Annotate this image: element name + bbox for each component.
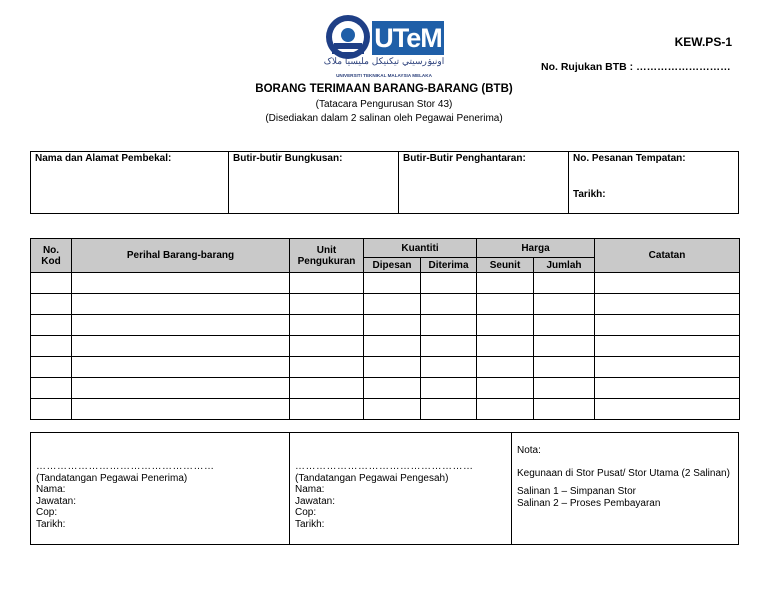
qty-ordered-cell[interactable] [364,357,421,378]
qty-ordered-cell[interactable] [364,273,421,294]
reference-number: No. Rujukan BTB : ……………………… [541,61,731,73]
table-row [31,273,740,294]
table-row [31,336,740,357]
form-title: BORANG TERIMAAN BARANG-BARANG (BTB) [255,83,513,95]
unit-cell[interactable] [290,357,364,378]
qty-received-cell[interactable] [421,315,477,336]
package-label: Butir-butir Bungkusan: [233,153,343,164]
code-cell[interactable] [31,336,72,357]
price-group-header: Harga [477,239,595,258]
qty-ordered-header: Dipesan [364,258,421,273]
approver-signature-block[interactable] [289,433,511,544]
qty-received-cell[interactable] [421,336,477,357]
price-unit-cell[interactable] [477,378,534,399]
receiver-stamp-label: Cop: [36,507,58,518]
price-unit-cell[interactable] [477,357,534,378]
price-total-cell[interactable] [534,315,595,336]
unit-cell[interactable] [290,399,364,420]
supplier-label: Nama dan Alamat Pembekal: [35,153,172,164]
form-subtitle-copies: (Disediakan dalam 2 salinan oleh Pegawai Penerima) [265,113,503,124]
receiver-name-label: Nama: [36,484,66,495]
table-row [31,315,740,336]
note-copy-1: Salinan 1 – Simpanan Stor [517,486,636,497]
col-code-header: No. Kod [31,239,72,273]
table-row [31,294,740,315]
price-total-cell[interactable] [534,399,595,420]
date-label: Tarikh: [573,189,606,200]
description-cell[interactable] [72,378,290,399]
price-unit-cell[interactable] [477,273,534,294]
notes-cell[interactable] [595,357,740,378]
supplier-field[interactable] [31,152,228,213]
notes-cell[interactable] [595,273,740,294]
notes-cell[interactable] [595,399,740,420]
unit-cell[interactable] [290,336,364,357]
unit-cell[interactable] [290,294,364,315]
receiver-date-label: Tarikh: [36,518,66,530]
price-unit-cell[interactable] [477,294,534,315]
approver-signature-title: (Tandatangan Pegawai Pengesah) [295,472,449,484]
price-unit-cell[interactable] [477,399,534,420]
receiver-signature-title: (Tandatangan Pegawai Penerima) [36,472,188,484]
receiver-signature-line: …………………………………………… [36,461,215,472]
quantity-group-header: Kuantiti [364,239,477,258]
description-cell[interactable] [72,336,290,357]
university-seal-icon [324,13,372,61]
price-total-cell[interactable] [534,357,595,378]
note-block [511,433,738,544]
price-total-header: Jumlah [534,258,595,273]
order-date-field[interactable] [568,152,738,213]
table-row [31,357,740,378]
order-no-label: No. Pesanan Tempatan: [573,153,686,164]
approver-date-label: Tarikh: [295,518,325,530]
utem-logo [322,13,446,83]
code-cell[interactable] [31,357,72,378]
notes-cell[interactable] [595,336,740,357]
qty-received-cell[interactable] [421,294,477,315]
description-cell[interactable] [72,399,290,420]
code-cell[interactable] [31,399,72,420]
logo-university-name: UNIVERSITI TEKNIKAL MALAYSIA MELAKA [336,73,432,78]
notes-cell[interactable] [595,315,740,336]
price-total-cell[interactable] [534,378,595,399]
unit-cell[interactable] [290,315,364,336]
note-copy-2: Salinan 2 – Proses Pembayaran [517,497,661,509]
signature-table [30,432,739,545]
notes-cell[interactable] [595,294,740,315]
unit-cell[interactable] [290,378,364,399]
qty-received-cell[interactable] [421,399,477,420]
approver-position-label: Jawatan: [295,495,336,507]
approver-name-label: Nama: [295,484,325,495]
price-total-cell[interactable] [534,294,595,315]
qty-ordered-cell[interactable] [364,378,421,399]
qty-ordered-cell[interactable] [364,294,421,315]
delivery-field[interactable] [398,152,568,213]
col-notes-header: Catatan [595,239,740,273]
table-row [31,378,740,399]
table-row [31,399,740,420]
package-field[interactable] [228,152,398,213]
description-cell[interactable] [72,315,290,336]
qty-ordered-cell[interactable] [364,315,421,336]
form-subtitle-procedure: (Tatacara Pengurusan Stor 43) [315,99,453,110]
description-cell[interactable] [72,294,290,315]
code-cell[interactable] [31,315,72,336]
items-table-body [31,273,740,420]
price-unit-header: Seunit [477,258,534,273]
qty-received-header: Diterima [421,258,477,273]
code-cell[interactable] [31,378,72,399]
description-cell[interactable] [72,357,290,378]
qty-received-cell[interactable] [421,357,477,378]
code-cell[interactable] [31,273,72,294]
receiver-position-label: Jawatan: [36,495,77,507]
logo-jawi-text: اونيۏرسيتي تيکنيکل مليسيا ملاک [323,57,445,67]
items-table [30,238,740,420]
qty-received-cell[interactable] [421,378,477,399]
note-label: Nota: [517,445,541,456]
notes-cell[interactable] [595,378,740,399]
approver-stamp-label: Cop: [295,507,317,518]
price-unit-cell[interactable] [477,336,534,357]
code-cell[interactable] [31,294,72,315]
delivery-label: Butir-Butir Penghantaran: [403,153,526,164]
col-unit-header: Unit Pengukuran [290,239,364,273]
approver-signature-line: …………………………………………… [295,461,474,472]
form-code: KEW.PS-1 [674,35,732,49]
note-usage: Kegunaan di Stor Pusat/ Stor Utama (2 Salinan) [517,467,730,479]
qty-ordered-cell[interactable] [364,336,421,357]
col-description-header: Perihal Barang-barang [72,239,290,273]
info-table [30,151,739,214]
qty-ordered-cell[interactable] [364,399,421,420]
logo-brand: UTeM [372,21,444,55]
price-unit-cell[interactable] [477,315,534,336]
qty-received-cell[interactable] [421,273,477,294]
receiver-signature-block[interactable] [31,433,289,544]
description-cell[interactable] [72,273,290,294]
unit-cell[interactable] [290,273,364,294]
price-total-cell[interactable] [534,336,595,357]
price-total-cell[interactable] [534,273,595,294]
